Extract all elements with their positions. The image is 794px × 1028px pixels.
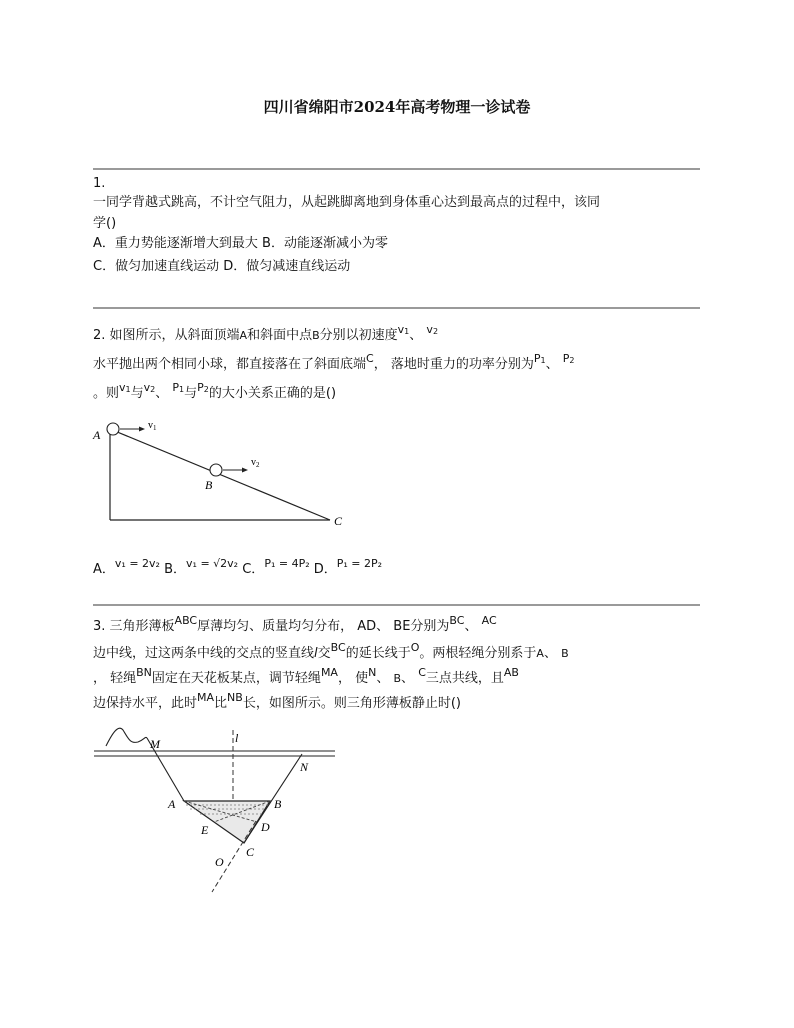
label-v2: $v_2$ (251, 457, 260, 469)
math-symbol: C (418, 666, 426, 679)
math-symbol: A (536, 647, 544, 660)
math-symbol: ABC (174, 614, 198, 627)
text: 、 (409, 328, 423, 343)
q3-stem-line2 (93, 640, 569, 662)
arrowhead (242, 468, 248, 473)
math-symbol: MA (197, 691, 215, 704)
text: 比 (214, 696, 228, 711)
q3-triangle-figure (90, 720, 350, 900)
option-a-label: A． (93, 562, 115, 577)
label-n: N (300, 760, 309, 774)
label-e: E (201, 823, 209, 837)
divider (93, 307, 700, 309)
text: ， 轻绳 (93, 671, 137, 686)
page-title: 四川省绵阳市2024年高考物理一诊试卷 (263, 98, 531, 116)
text: 固定在天花板某点，调节轻绳 (151, 671, 321, 686)
math-symbol: BC (449, 614, 465, 627)
q1-stem-line1: 一同学背越式跳高，不计空气阻力，从起跳脚离地到身体重心达到最高点的过程中，该同 (93, 195, 601, 210)
option-d-equation: P₁ = 2P₂ (336, 557, 383, 570)
text: 水平抛出两个相同小球，都直接落在了斜面底端 (93, 357, 367, 372)
text: 与 (130, 386, 144, 401)
label-l: l (235, 731, 239, 745)
q1-stem-line2: 学() (93, 216, 117, 231)
math-symbol: MA (320, 666, 338, 679)
arrowhead (139, 427, 145, 432)
v1-symbol: v1 (119, 381, 131, 394)
text: 、 (543, 646, 557, 661)
math-symbol: AC (481, 614, 497, 627)
option-c-label: C． (242, 562, 265, 577)
text: 与 (184, 386, 198, 401)
rope-ma-loose-end (106, 728, 147, 746)
math-symbol: O (410, 641, 420, 654)
q1-number: 1. (93, 176, 106, 191)
q3-stem-line4 (93, 690, 461, 712)
option-a-equation: v₁ = 2v₂ (114, 557, 160, 570)
text: 、 (545, 357, 559, 372)
math-symbol: B (561, 647, 569, 660)
math-symbol: B (393, 672, 402, 685)
text: 、 (401, 671, 415, 686)
label-c: C (334, 514, 343, 528)
text: 、 (464, 619, 478, 634)
text: 3. 三角形薄板 (93, 619, 175, 634)
q2-stem-line3 (93, 380, 336, 402)
v1-symbol: v1 (397, 323, 410, 336)
text: 、 (376, 671, 390, 686)
text: 。两根轻绳分别系于 (419, 646, 537, 661)
triangle-plate (184, 801, 270, 843)
option-c-equation: P₁ = 4P₂ (264, 557, 310, 570)
label-b: B (274, 797, 282, 811)
q2-incline-figure (90, 415, 360, 535)
label-b: B (205, 478, 213, 492)
point-label: A (239, 329, 248, 342)
divider (93, 604, 700, 606)
text: 长，如图所示。则三角形薄板静止时() (242, 696, 461, 711)
math-symbol: l (314, 646, 318, 661)
option-b-equation: v₁ = √2v₂ (186, 557, 239, 570)
text: 交 (317, 646, 331, 661)
text: 分别以初速度 (319, 328, 398, 343)
option-b-label: B． (164, 562, 187, 577)
math-symbol: AB (503, 666, 519, 679)
text: 的大小关系正确的是() (208, 386, 337, 401)
text: 、 (155, 386, 169, 401)
divider (93, 168, 700, 170)
text: ， 使 (337, 671, 369, 686)
q3-stem-line3 (93, 665, 519, 687)
label-a: A (93, 428, 101, 442)
text: 和斜面中点 (247, 328, 313, 343)
text: 的延长线于 (345, 646, 411, 661)
math-symbol: NB (227, 691, 243, 704)
q3-stem-line1 (93, 613, 497, 635)
text: 边中线，过这两条中线的交点的竖直线 (93, 646, 315, 661)
point-label: B (312, 329, 320, 342)
text: 2. 如图所示，从斜面顶端 (93, 328, 240, 343)
text: ， 落地时重力的功率分别为 (373, 357, 534, 372)
q2-stem-line1 (93, 322, 438, 344)
label-c: C (246, 845, 255, 859)
q2-stem-line2 (93, 351, 574, 373)
p1-symbol: P1 (533, 352, 546, 365)
math-symbol: BN (136, 666, 152, 679)
text: 三点共线，且 (425, 671, 504, 686)
v2-symbol: v2 (426, 323, 439, 336)
math-symbol: BC (330, 641, 346, 654)
label-o: O (215, 855, 224, 869)
label-a: A (168, 797, 176, 811)
label-d: D (261, 820, 270, 834)
math-symbol: N (368, 666, 377, 679)
ball-b (210, 464, 222, 476)
text: 厚薄均匀、质量均匀分布， AD、 BE分别为 (197, 619, 450, 634)
p1-symbol: P1 (172, 381, 185, 394)
text: 边保持水平，此时 (93, 696, 198, 711)
point-label: C (366, 352, 374, 365)
option-d-label: D． (313, 562, 337, 577)
q2-options (93, 556, 382, 578)
q1-options-ab: A．重力势能逐渐增大到最大 B．动能逐渐减小为零 (93, 236, 388, 251)
label-m: M (150, 737, 160, 751)
label-v1: $v_1$ (148, 420, 157, 432)
q1-options-cd: C．做匀加速直线运动 D．做匀减速直线运动 (93, 259, 351, 274)
ball-a (107, 423, 119, 435)
p2-symbol: P2 (197, 381, 209, 394)
v2-symbol: v2 (143, 381, 156, 394)
text: 。则 (93, 386, 120, 401)
p2-symbol: P2 (562, 352, 575, 365)
